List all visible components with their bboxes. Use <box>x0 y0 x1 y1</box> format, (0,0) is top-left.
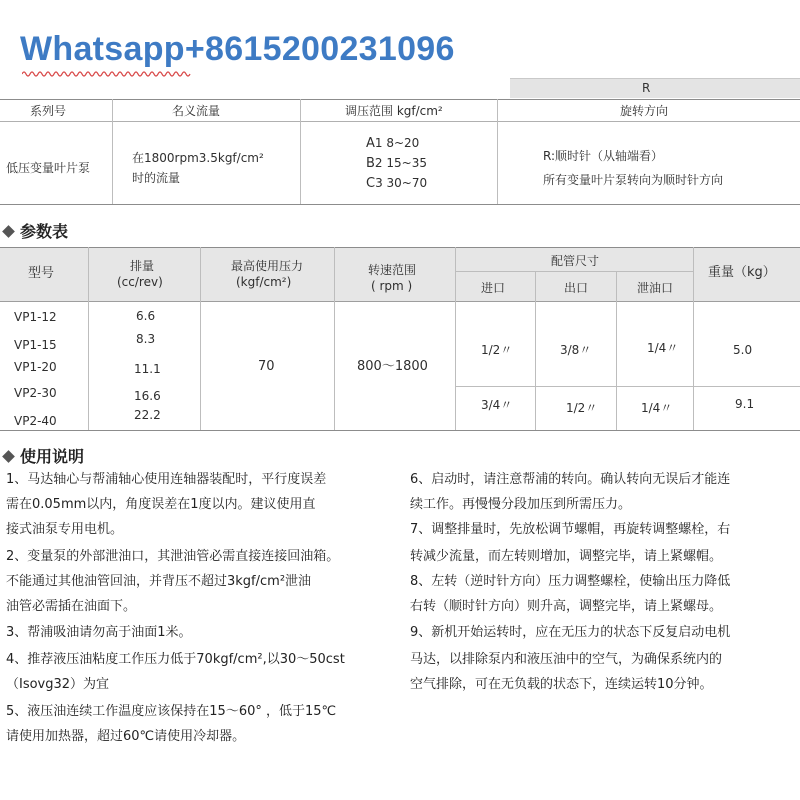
instruction-line: （Isovg32）为宜 <box>6 677 110 692</box>
row-model: VP2-40 <box>14 414 57 428</box>
pressure-range-c: C3 30~70 <box>366 176 428 191</box>
row-model: VP2-30 <box>14 386 57 400</box>
header-series-no: 系列号 <box>30 104 67 118</box>
instruction-line: 6、启动时，请注意帮浦的转向。确认转向无误后才能连 <box>410 472 731 487</box>
header-nominal-flow: 名义流量 <box>172 104 221 118</box>
instruction-line: 1、马达轴心与帮浦轴心使用连轴器装配时，平行度误差 <box>6 472 327 487</box>
row-displacement: 8.3 <box>136 332 156 346</box>
instructions-title: 使用说明 <box>20 447 85 466</box>
header-displacement: 排量 <box>130 259 155 273</box>
table-header-rule <box>0 121 800 122</box>
instruction-line: 9、新机开始运转时，应在无压力的状态下反复启动电机 <box>410 625 731 640</box>
table-bottom-rule <box>0 204 800 205</box>
params-title: 参数表 <box>20 222 69 241</box>
diamond-bullet-icon <box>2 225 15 238</box>
instruction-line: 转减少流量，而左转则增加，调整完毕，请上紧螺帽。 <box>410 549 723 564</box>
instruction-line: 右转（顺时针方向）则升高，调整完毕，请上紧螺母。 <box>410 599 723 614</box>
header-speed-unit: ( rpm ) <box>371 279 413 293</box>
group1-inlet: 1/2〃 <box>481 343 513 357</box>
group2-weight: 9.1 <box>735 397 755 411</box>
instruction-line: 续工作。再慢慢分段加压到所需压力。 <box>410 497 632 512</box>
group2-drain: 1/4〃 <box>641 401 673 415</box>
instruction-line: 需在0.05mm以内，角度误差在1度以内。建议使用直 <box>6 497 316 512</box>
rotation-line-1: R:顺时针（从轴端看） <box>543 149 664 163</box>
instruction-line: 接式油泵专用电机。 <box>6 522 124 537</box>
series-name: 低压变量叶片泵 <box>6 161 91 175</box>
header-piping: 配管尺寸 <box>551 254 600 268</box>
row-displacement: 6.6 <box>136 309 156 323</box>
table-top-rule <box>0 99 800 100</box>
header-pressure-range: 调压范围 kgf/cm² <box>345 104 443 118</box>
header-max-pressure-unit: (kgf/cm²) <box>236 275 292 289</box>
header-rotation: 旋转方向 <box>620 104 669 118</box>
group1-outlet: 3/8〃 <box>560 343 592 357</box>
header-inlet: 进口 <box>481 281 506 295</box>
watermark-text: Whatsapp+8615200231096 <box>20 30 455 68</box>
instruction-line: 2、变量泵的外部泄油口，其泄油管必需直接连接回油箱。 <box>6 549 340 564</box>
rotation-code-bar: R <box>510 78 800 98</box>
header-model: 型号 <box>28 266 55 281</box>
group1-weight: 5.0 <box>733 343 753 357</box>
instruction-line: 马达，以排除泵内和液压油中的空气，为确保系统内的 <box>410 652 723 667</box>
max-pressure-value: 70 <box>258 359 275 374</box>
group2-inlet: 3/4〃 <box>481 398 513 412</box>
row-displacement: 22.2 <box>134 408 161 422</box>
pressure-range-b: B2 15~35 <box>366 156 427 171</box>
instruction-line: 7、调整排量时，先放松调节螺帽，再旋转调整螺栓，右 <box>410 522 731 537</box>
instruction-line: 油管必需插在油面下。 <box>6 599 137 614</box>
header-outlet: 出口 <box>564 281 589 295</box>
header-weight: 重量（kg） <box>708 265 776 280</box>
instruction-line: 8、左转（逆时针方向）压力调整螺栓，使输出压力降低 <box>410 574 731 589</box>
row-displacement: 11.1 <box>134 362 161 376</box>
row-model: VP1-12 <box>14 310 57 324</box>
flow-line-1: 在1800rpm3.5kgf/cm² <box>132 151 264 165</box>
instruction-line: 4、推荐液压油粘度工作压力低于70kgf/cm²,以30～50cst <box>6 652 345 667</box>
speed-range-value: 800～1800 <box>357 359 428 374</box>
header-speed: 转速范围 <box>368 263 417 277</box>
spellcheck-squiggle <box>22 70 192 78</box>
header-displacement-unit: (cc/rev) <box>117 275 163 289</box>
row-model: VP1-20 <box>14 360 57 374</box>
header-max-pressure: 最高使用压力 <box>231 259 304 273</box>
header-drain: 泄油口 <box>637 281 674 295</box>
row-model: VP1-15 <box>14 338 57 352</box>
instruction-line: 不能通过其他油管回油，并背压不超过3kgf/cm²泄油 <box>6 574 312 589</box>
instruction-line: 空气排除，可在无负载的状态下，连续运转10分钟。 <box>410 677 713 692</box>
group1-drain: 1/4〃 <box>647 341 679 355</box>
instruction-line: 3、帮浦吸油请勿高于油面1米。 <box>6 625 192 640</box>
instruction-line: 5、液压油连续工作温度应该保持在15～60° ，低于15℃ <box>6 704 337 719</box>
rotation-line-2: 所有变量叶片泵转向为顺时针方向 <box>543 173 724 187</box>
pressure-range-a: A1 8~20 <box>366 136 420 151</box>
row-displacement: 16.6 <box>134 389 161 403</box>
instruction-line: 请使用加热器，超过60℃请使用冷却器。 <box>6 729 246 744</box>
flow-line-2: 时的流量 <box>132 171 181 185</box>
diamond-bullet-icon <box>2 450 15 463</box>
group2-outlet: 1/2〃 <box>566 401 598 415</box>
